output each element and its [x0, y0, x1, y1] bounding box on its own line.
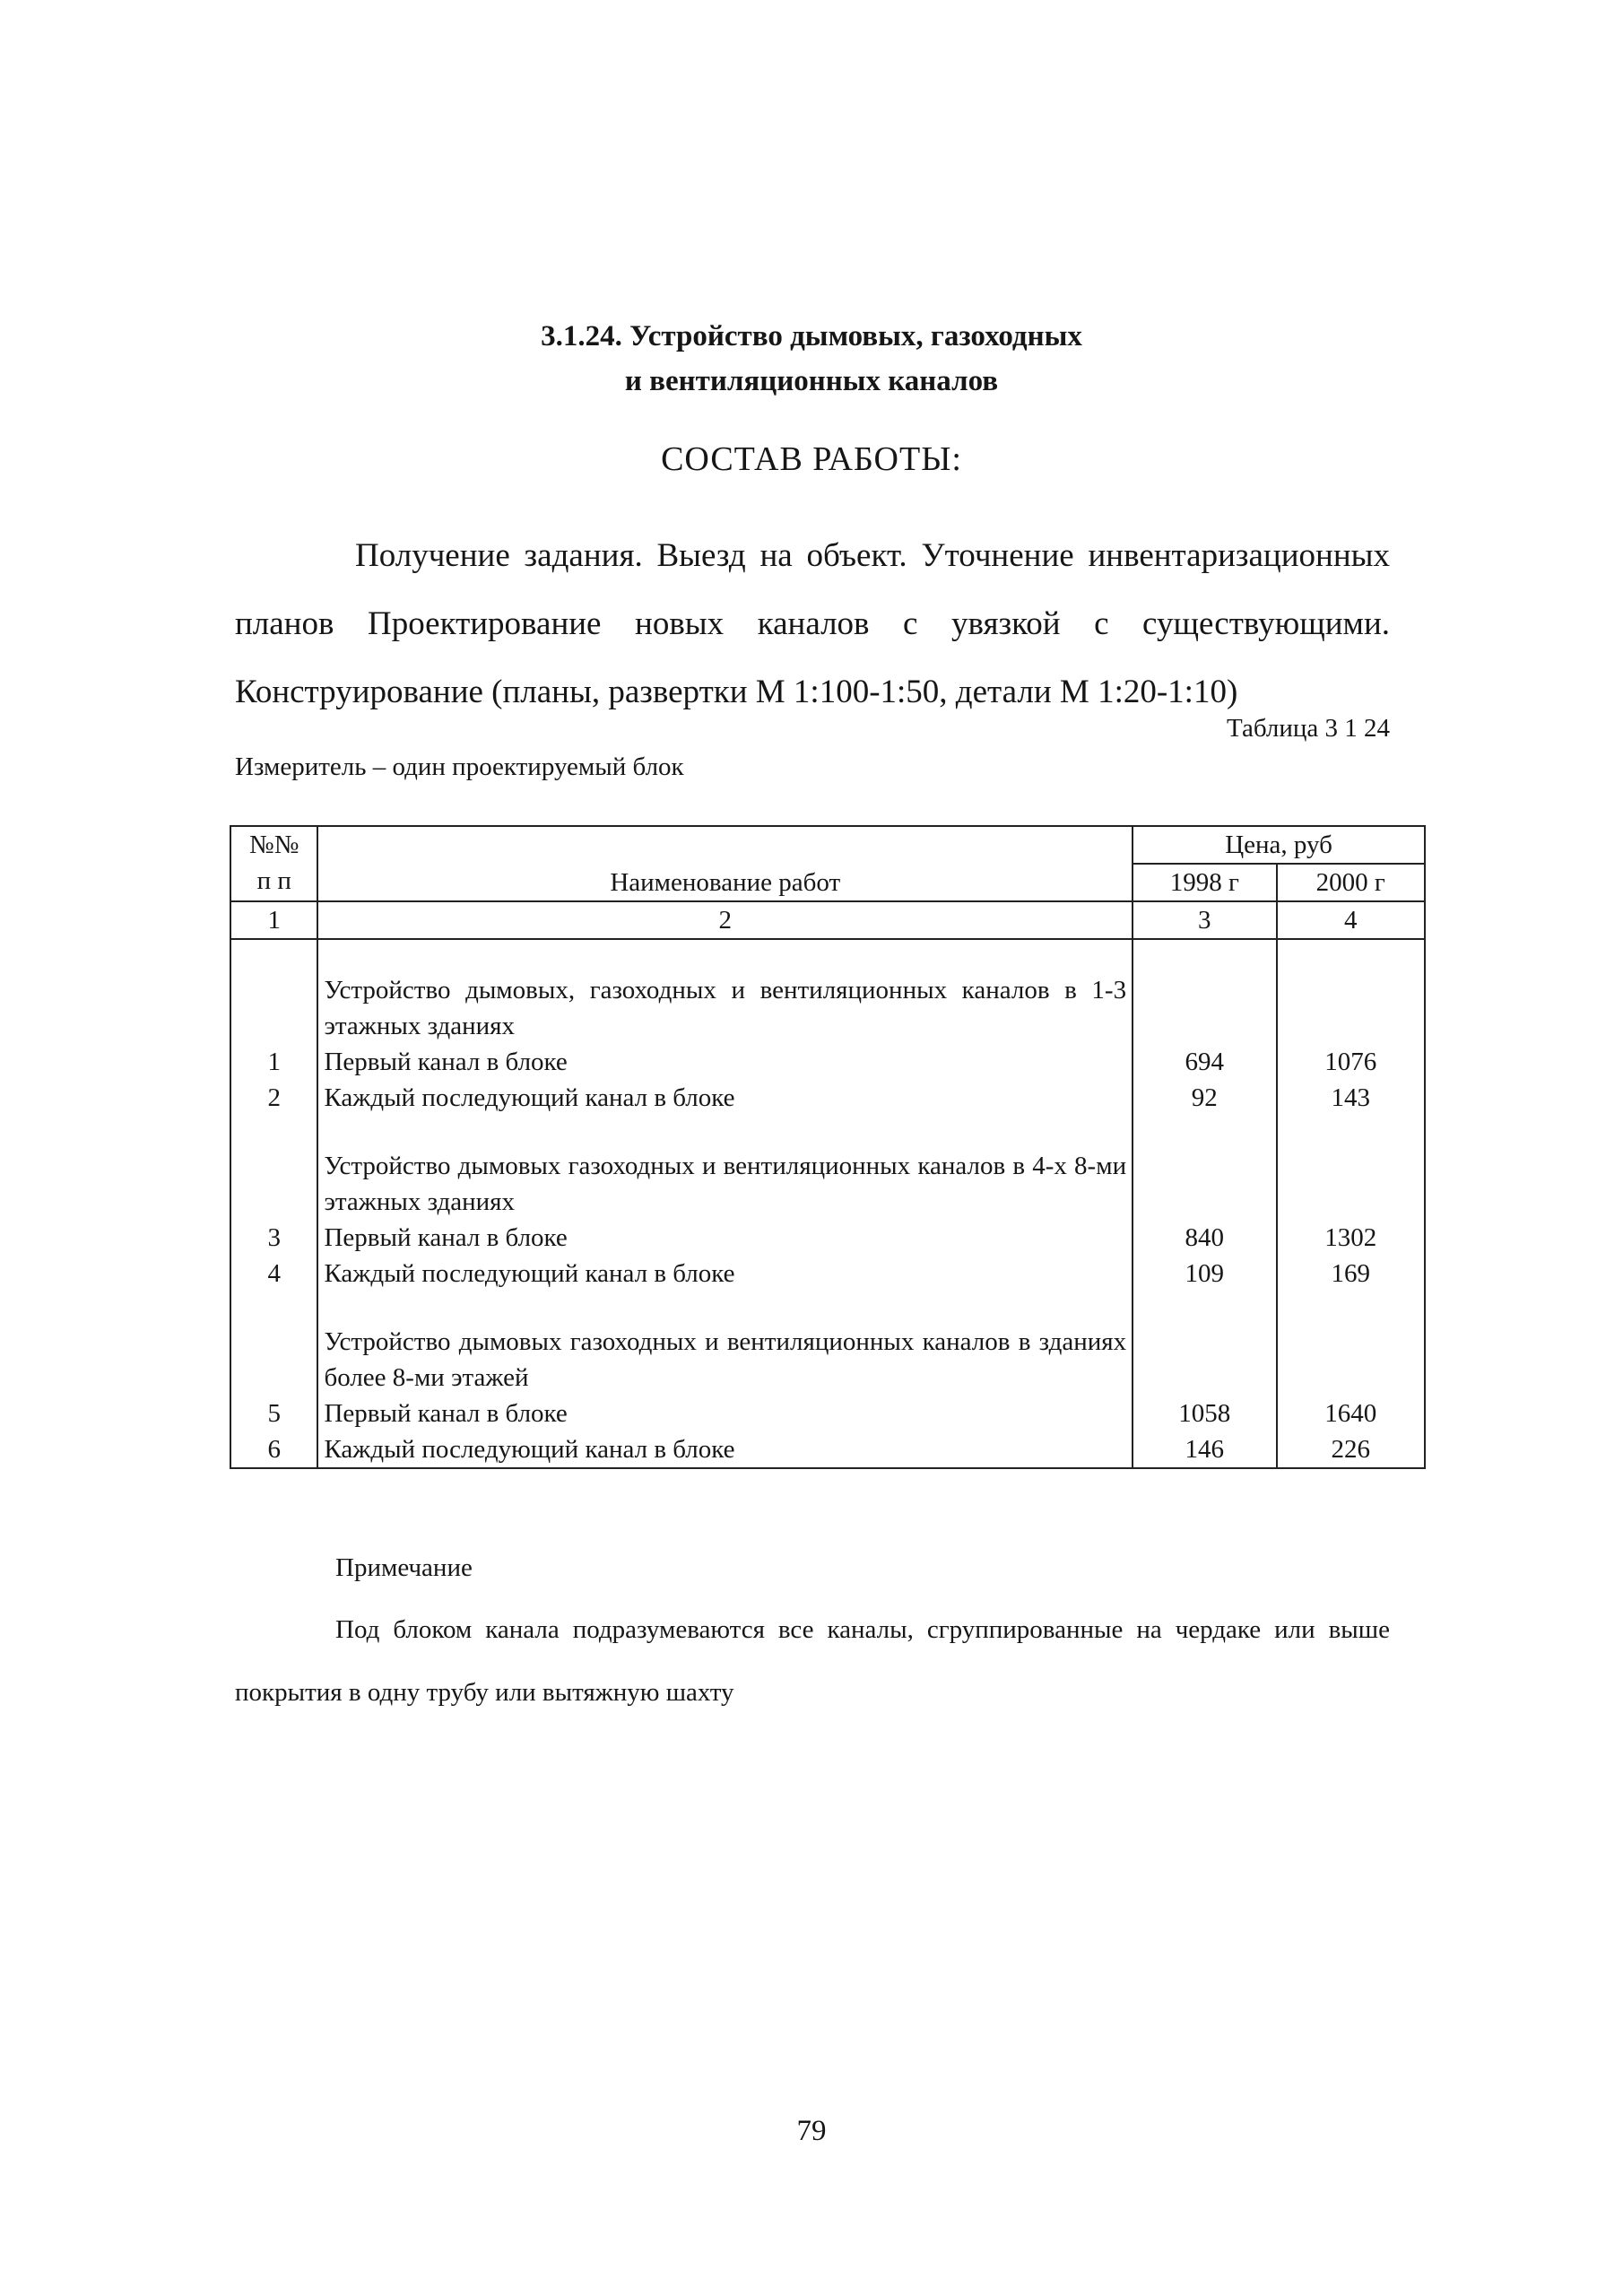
note-label: Примечание: [335, 1553, 473, 1582]
group-title: Устройство дымовых, газоходных и вентиляционных каналов в 1-3 этажных зданиях: [324, 976, 1127, 1040]
row-price-1998: 92: [1133, 1080, 1276, 1116]
row-price-2000: 1302: [1277, 1220, 1426, 1256]
table-header-row-1: [230, 826, 1425, 864]
row-price-2000: 1640: [1277, 1396, 1426, 1431]
row-name: Первый канал в блоке: [317, 1220, 1133, 1256]
row-price-2000: 169: [1277, 1256, 1426, 1292]
work-composition-heading: СОСТАВ РАБОТЫ:: [661, 440, 962, 478]
table-row: [230, 1220, 1425, 1256]
note-text: [235, 1598, 1390, 1724]
page-number: 79: [796, 2115, 827, 2147]
column-number-3: 3: [1133, 901, 1276, 939]
row-price-1998: 109: [1133, 1256, 1276, 1292]
row-number: 5: [230, 1396, 317, 1431]
row-price-2000: 1076: [1277, 1044, 1426, 1080]
row-number: 2: [230, 1080, 317, 1116]
work-description: [235, 522, 1390, 726]
header-year-1998: 1998 г: [1133, 864, 1276, 901]
header-number-cell: [230, 826, 317, 901]
row-number: 1: [230, 1044, 317, 1080]
table-spacer-row: [230, 1116, 1425, 1148]
group-title-row: [230, 1148, 1425, 1220]
group-title-row: [230, 972, 1425, 1044]
row-name: Первый канал в блоке: [317, 1044, 1133, 1080]
group-title: Устройство дымовых газоходных и вентиляционных каналов в зданиях более 8-ми этажей: [324, 1327, 1127, 1392]
row-number: 3: [230, 1220, 317, 1256]
row-price-2000: 143: [1277, 1080, 1426, 1116]
header-number-line2: п п: [256, 866, 291, 895]
table-row: [230, 1256, 1425, 1292]
table-spacer-row: [230, 1292, 1425, 1324]
row-name: Первый канал в блоке: [317, 1396, 1133, 1431]
row-name: Каждый последующий канал в блоке: [317, 1431, 1133, 1468]
group-title-row: [230, 1324, 1425, 1396]
table-spacer-row: [230, 939, 1425, 972]
column-number-1: 1: [230, 901, 317, 939]
table-row: [230, 1396, 1425, 1431]
section-title-line2: и вентиляционных каналов: [624, 365, 999, 397]
work-description-text: Получение задания. Выезд на объект. Уточнение инвентаризационных планов Проектирование новых каналов с увязкой с существующими. Конструирование (планы, развертки М 1:100-1:50, детали М 1:20-1:10): [235, 537, 1390, 710]
measurement-unit: Измеритель – один проектируемый блок: [235, 752, 684, 781]
table-row: [230, 1044, 1425, 1080]
table-row: [230, 1431, 1425, 1468]
note-body: Под блоком канала подразумеваются все каналы, сгруппированные на чердаке или выше покрытия в одну трубу или вытяжную шахту: [235, 1615, 1390, 1707]
price-table: [230, 825, 1426, 1469]
row-number: 6: [230, 1431, 317, 1468]
row-name: Каждый последующий канал в блоке: [317, 1256, 1133, 1292]
row-price-1998: 1058: [1133, 1396, 1276, 1431]
header-number-line1: №№: [249, 831, 299, 859]
row-number: 4: [230, 1256, 317, 1292]
row-price-1998: 840: [1133, 1220, 1276, 1256]
section-title-line1: 3.1.24. Устройство дымовых, газоходных: [541, 320, 1082, 352]
table-row: [230, 1080, 1425, 1116]
header-price-cell: Цена, руб: [1133, 826, 1425, 864]
section-title: [0, 314, 1623, 404]
column-number-2: 2: [317, 901, 1133, 939]
header-year-2000: 2000 г: [1277, 864, 1426, 901]
table-reference: Таблица 3 1 24: [1226, 714, 1390, 743]
row-price-2000: 226: [1277, 1431, 1426, 1468]
row-price-1998: 694: [1133, 1044, 1276, 1080]
header-name-cell: Наименование работ: [317, 826, 1133, 901]
column-number-4: 4: [1277, 901, 1426, 939]
row-price-1998: 146: [1133, 1431, 1276, 1468]
group-title: Устройство дымовых газоходных и вентиляционных каналов в 4-х 8-ми этажных зданиях: [324, 1152, 1127, 1216]
row-name: Каждый последующий канал в блоке: [317, 1080, 1133, 1116]
column-number-row: [230, 901, 1425, 939]
